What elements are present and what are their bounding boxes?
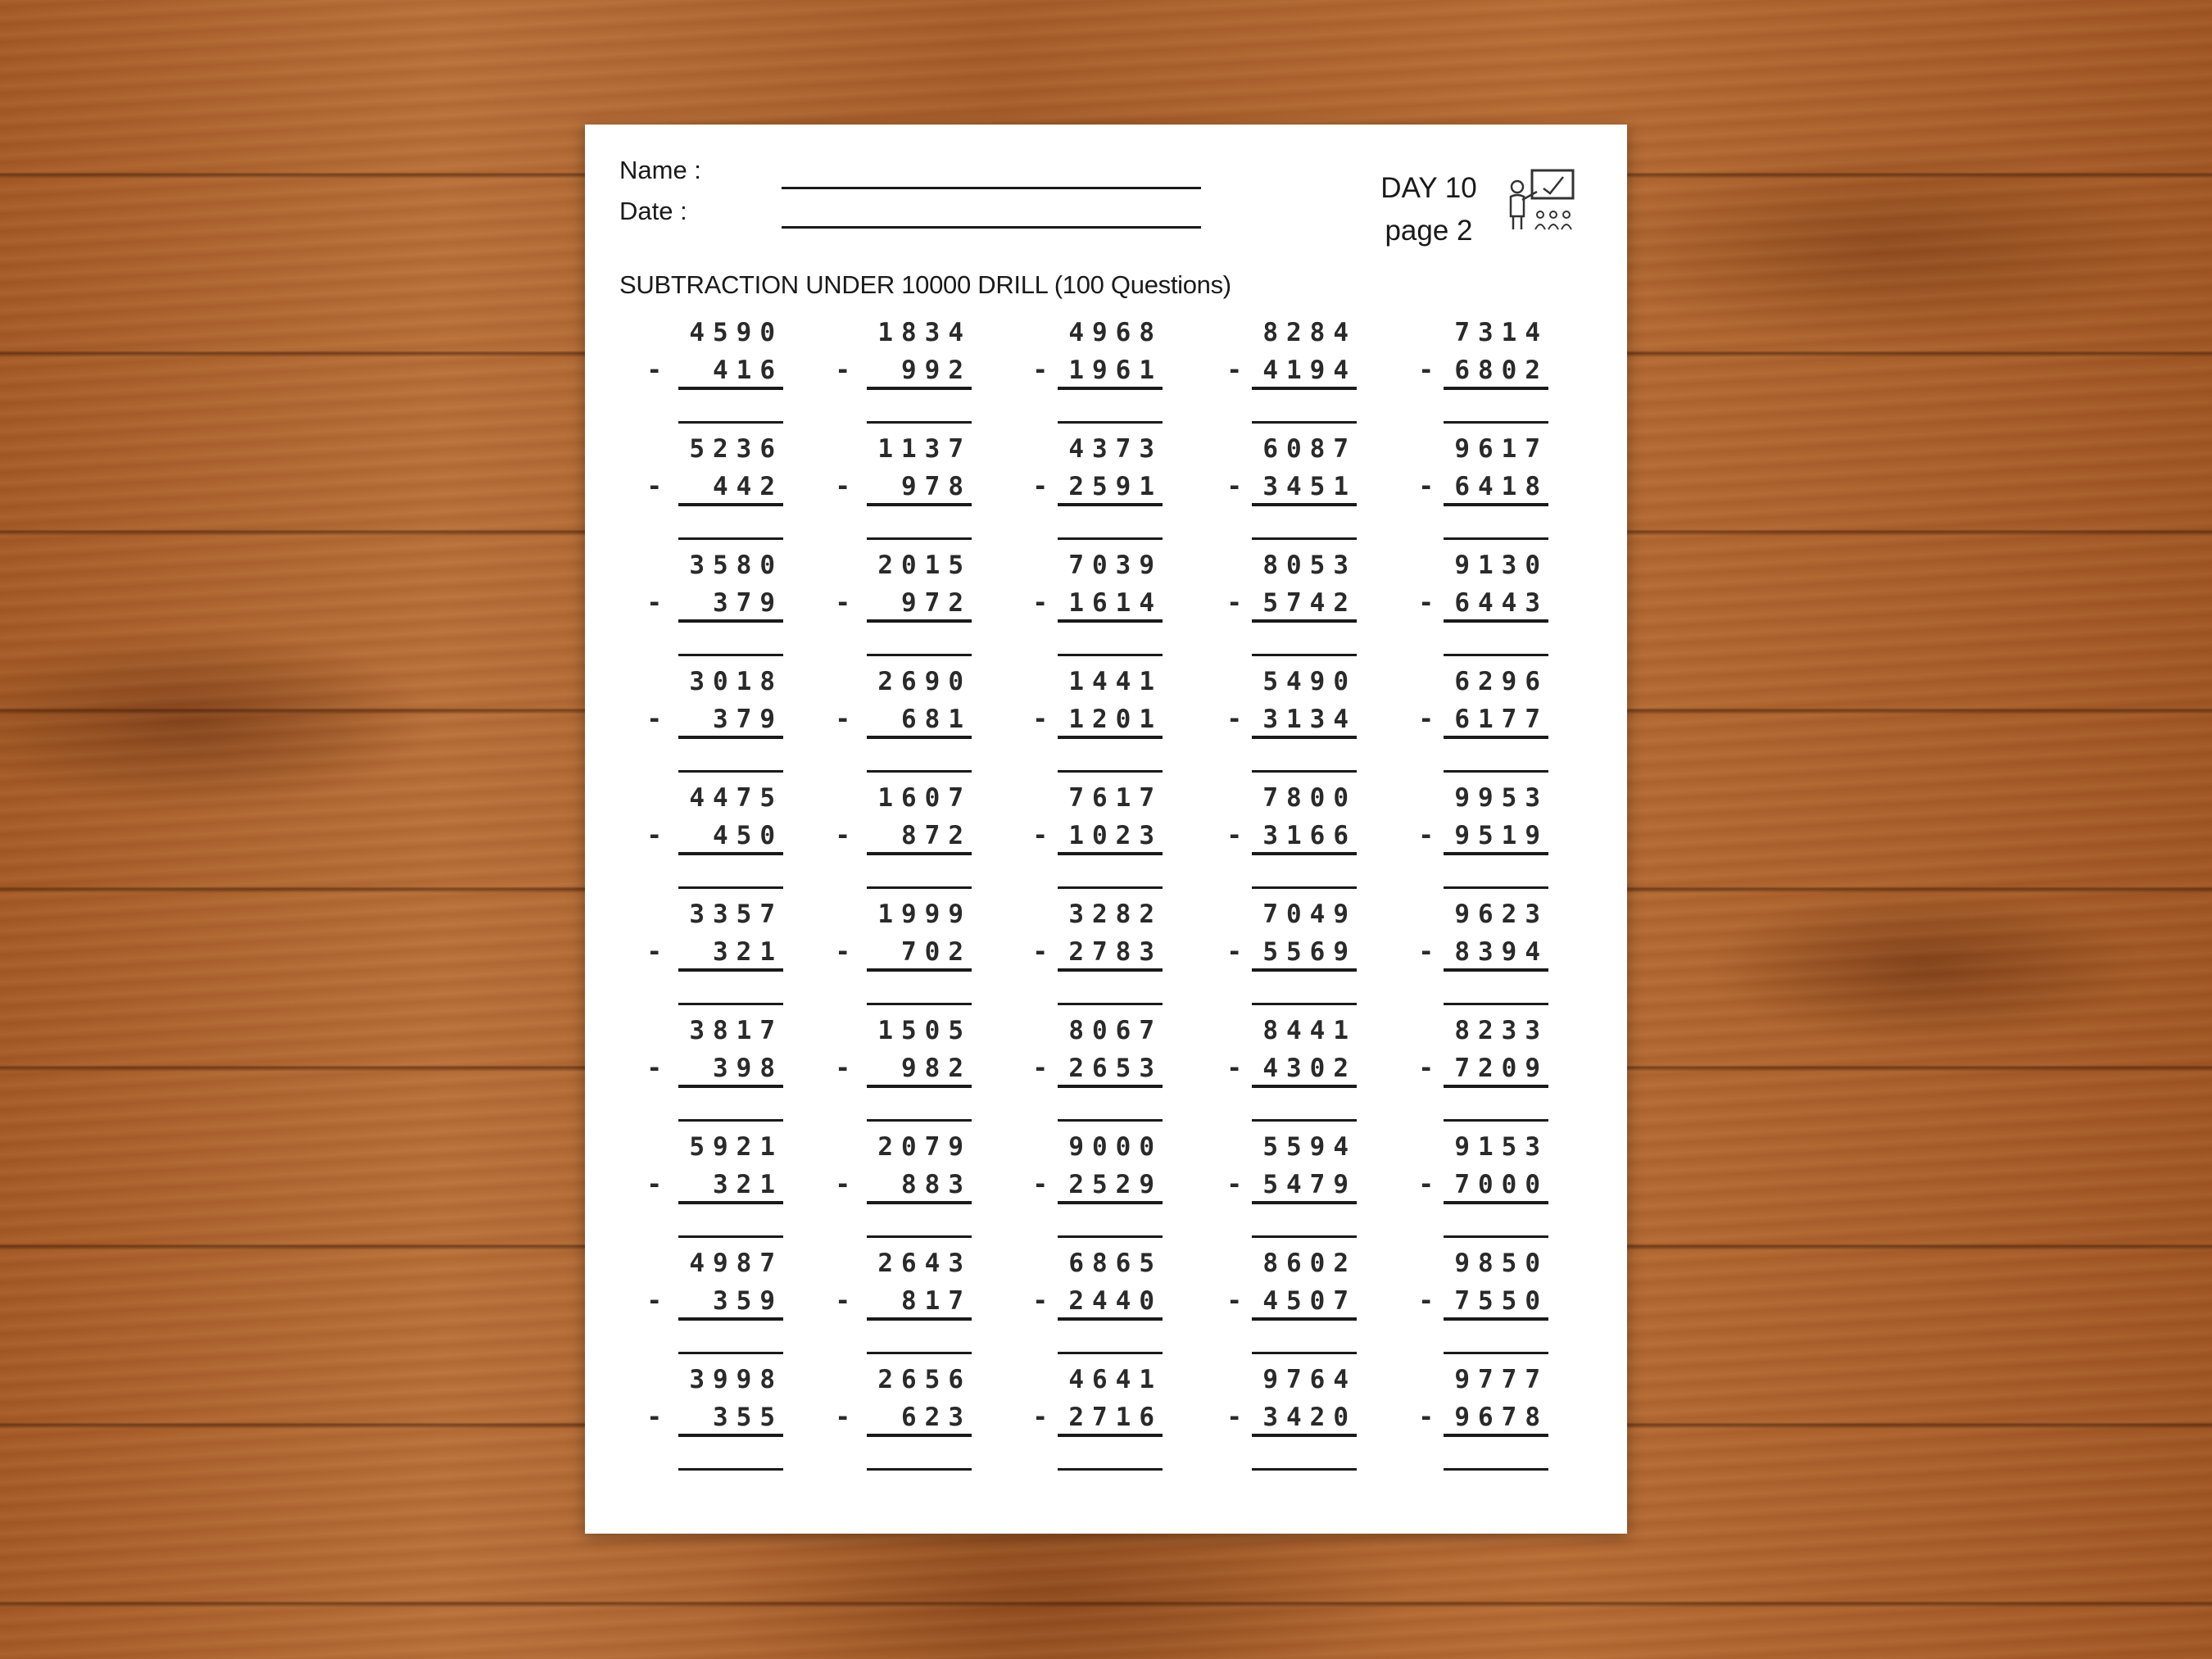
subtraction-problem xyxy=(611,1365,783,1481)
minuend: 9000 xyxy=(1068,1132,1163,1162)
subtrahend: 2529 xyxy=(1058,1170,1163,1204)
subtrahend: 379 xyxy=(678,588,783,623)
minuend: 2643 xyxy=(877,1249,972,1278)
subtrahend: 3166 xyxy=(1252,821,1357,855)
answer-line[interactable] xyxy=(1252,1352,1357,1354)
subtrahend: 7000 xyxy=(1444,1170,1548,1204)
answer-line[interactable] xyxy=(678,1235,783,1238)
minus-sign: - xyxy=(1226,1054,1242,1083)
subtrahend: 2653 xyxy=(1058,1054,1163,1088)
subtrahend: 2591 xyxy=(1058,472,1163,506)
subtraction-problem xyxy=(1185,1016,1357,1132)
subtrahend: 4194 xyxy=(1252,356,1357,390)
subtrahend: 982 xyxy=(867,1054,972,1088)
subtrahend: 1201 xyxy=(1058,705,1163,739)
answer-line[interactable] xyxy=(678,886,783,889)
subtraction-problem xyxy=(1376,1249,1548,1365)
answer-line[interactable] xyxy=(1444,1235,1548,1238)
subtraction-problem xyxy=(800,1249,972,1365)
minus-sign: - xyxy=(1418,705,1434,734)
answer-line[interactable] xyxy=(867,1352,972,1354)
minuend: 5236 xyxy=(689,434,783,464)
subtrahend: 9519 xyxy=(1444,821,1548,855)
subtraction-problem xyxy=(1185,551,1357,667)
subtraction-problem xyxy=(1185,434,1357,551)
minuend: 1999 xyxy=(877,900,972,929)
minus-sign: - xyxy=(1226,356,1242,385)
minus-sign: - xyxy=(646,356,662,385)
minus-sign: - xyxy=(835,937,850,967)
answer-line[interactable] xyxy=(1444,421,1548,424)
minuend: 7617 xyxy=(1068,783,1163,813)
minus-sign: - xyxy=(1032,821,1048,850)
subtraction-problem xyxy=(990,1132,1163,1249)
subtrahend: 972 xyxy=(867,588,972,623)
subtrahend: 1614 xyxy=(1058,588,1163,623)
minus-sign: - xyxy=(646,821,662,850)
minuend: 4641 xyxy=(1068,1365,1163,1394)
subtraction-problem xyxy=(800,667,972,783)
answer-line[interactable] xyxy=(1252,886,1357,889)
minus-sign: - xyxy=(646,1286,662,1316)
minuend: 3817 xyxy=(689,1016,783,1045)
subtraction-problem xyxy=(1376,551,1548,667)
subtrahend: 883 xyxy=(867,1170,972,1204)
minuend: 8233 xyxy=(1454,1016,1548,1045)
minuend: 6087 xyxy=(1262,434,1357,464)
minus-sign: - xyxy=(1226,821,1242,850)
minus-sign: - xyxy=(646,1054,662,1083)
answer-line[interactable] xyxy=(1252,1235,1357,1238)
answer-line[interactable] xyxy=(867,1119,972,1122)
subtraction-problem xyxy=(1376,318,1548,434)
minuend: 9130 xyxy=(1454,551,1548,580)
minuend: 5490 xyxy=(1262,667,1357,696)
subtrahend: 702 xyxy=(867,937,972,972)
answer-line[interactable] xyxy=(1252,770,1357,773)
subtraction-problem xyxy=(611,667,783,783)
minuend: 8053 xyxy=(1262,551,1357,580)
subtraction-problem xyxy=(800,318,972,434)
answer-line[interactable] xyxy=(867,770,972,773)
subtraction-problem xyxy=(611,1249,783,1365)
minus-sign: - xyxy=(1032,937,1048,967)
minus-sign: - xyxy=(646,705,662,734)
subtraction-problem xyxy=(611,434,783,551)
answer-line[interactable] xyxy=(1252,537,1357,540)
subtrahend: 2440 xyxy=(1058,1286,1163,1321)
subtraction-problem xyxy=(611,1132,783,1249)
subtrahend: 359 xyxy=(678,1286,783,1321)
subtrahend: 992 xyxy=(867,356,972,390)
minuend: 1834 xyxy=(877,318,972,347)
minus-sign: - xyxy=(835,472,850,501)
minuend: 3998 xyxy=(689,1365,783,1394)
minus-sign: - xyxy=(646,472,662,501)
subtrahend: 9678 xyxy=(1444,1403,1548,1437)
minus-sign: - xyxy=(1032,356,1048,385)
subtraction-problem xyxy=(990,434,1163,551)
minuend: 2656 xyxy=(877,1365,972,1394)
answer-line[interactable] xyxy=(678,1119,783,1122)
date-label: Date : xyxy=(619,197,687,225)
subtrahend: 8394 xyxy=(1444,937,1548,972)
minus-sign: - xyxy=(835,1403,850,1432)
minus-sign: - xyxy=(646,588,662,618)
subtraction-problem xyxy=(1376,1016,1548,1132)
subtrahend: 2783 xyxy=(1058,937,1163,972)
subtrahend: 5569 xyxy=(1252,937,1357,972)
subtrahend: 872 xyxy=(867,821,972,855)
subtraction-problem xyxy=(611,318,783,434)
answer-line[interactable] xyxy=(1058,1119,1163,1122)
minus-sign: - xyxy=(1226,588,1242,618)
answer-line[interactable] xyxy=(678,770,783,773)
subtraction-problem xyxy=(1376,434,1548,551)
answer-line[interactable] xyxy=(678,1003,783,1005)
minuend: 4968 xyxy=(1068,318,1163,347)
minuend: 3018 xyxy=(689,667,783,696)
subtrahend: 398 xyxy=(678,1054,783,1088)
minus-sign: - xyxy=(1418,1286,1434,1316)
minuend: 9623 xyxy=(1454,900,1548,929)
day-label: DAY 10 xyxy=(1380,172,1477,204)
minus-sign: - xyxy=(1032,1054,1048,1083)
subtrahend: 1023 xyxy=(1058,821,1163,855)
minuend: 9777 xyxy=(1454,1365,1548,1394)
worksheet-page xyxy=(585,125,1627,1534)
minuend: 1441 xyxy=(1068,667,1163,696)
minuend: 8441 xyxy=(1262,1016,1357,1045)
answer-line[interactable] xyxy=(1444,537,1548,540)
answer-line[interactable] xyxy=(1444,1468,1548,1471)
answer-line[interactable] xyxy=(1058,1468,1163,1471)
minuend: 6296 xyxy=(1454,667,1548,696)
day-page-block xyxy=(1371,167,1486,252)
minus-sign: - xyxy=(1032,1286,1048,1316)
answer-line[interactable] xyxy=(1444,654,1548,656)
minuend: 2690 xyxy=(877,667,972,696)
minus-sign: - xyxy=(1226,937,1242,967)
minuend: 1505 xyxy=(877,1016,972,1045)
minuend: 1607 xyxy=(877,783,972,813)
minuend: 8284 xyxy=(1262,318,1357,347)
subtraction-problem xyxy=(990,1249,1163,1365)
subtrahend: 416 xyxy=(678,356,783,390)
subtraction-problem xyxy=(800,434,972,551)
answer-line[interactable] xyxy=(678,654,783,656)
minuend: 7039 xyxy=(1068,551,1163,580)
answer-line[interactable] xyxy=(1058,654,1163,656)
minus-sign: - xyxy=(646,1403,662,1432)
subtrahend: 5742 xyxy=(1252,588,1357,623)
answer-line[interactable] xyxy=(867,1468,972,1471)
answer-line[interactable] xyxy=(867,886,972,889)
minuend: 9764 xyxy=(1262,1365,1357,1394)
answer-line[interactable] xyxy=(867,654,972,656)
answer-line[interactable] xyxy=(678,1352,783,1354)
answer-line[interactable] xyxy=(1444,1119,1548,1122)
subtraction-problem xyxy=(1376,783,1548,900)
teacher-icon xyxy=(1504,167,1578,233)
answer-line[interactable] xyxy=(867,421,972,424)
answer-line[interactable] xyxy=(867,537,972,540)
subtraction-problem xyxy=(990,900,1163,1016)
minuend: 4475 xyxy=(689,783,783,813)
answer-line[interactable] xyxy=(1444,1003,1548,1005)
minus-sign: - xyxy=(1418,1054,1434,1083)
minus-sign: - xyxy=(1418,821,1434,850)
minus-sign: - xyxy=(1418,356,1434,385)
subtraction-problem xyxy=(800,551,972,667)
minuend: 9153 xyxy=(1454,1132,1548,1162)
subtraction-problem xyxy=(990,1016,1163,1132)
minus-sign: - xyxy=(1226,472,1242,501)
subtraction-problem xyxy=(1376,1365,1548,1481)
minuend: 2079 xyxy=(877,1132,972,1162)
subtrahend: 5479 xyxy=(1252,1170,1357,1204)
subtrahend: 7209 xyxy=(1444,1054,1548,1088)
minus-sign: - xyxy=(1226,1403,1242,1432)
subtrahend: 450 xyxy=(678,821,783,855)
minus-sign: - xyxy=(1032,1170,1048,1199)
minus-sign: - xyxy=(835,1054,850,1083)
subtraction-problem xyxy=(1185,1365,1357,1481)
minuend: 4987 xyxy=(689,1249,783,1278)
answer-line[interactable] xyxy=(1058,1352,1163,1354)
subtraction-problem xyxy=(800,1132,972,1249)
subtraction-problem xyxy=(1376,667,1548,783)
minus-sign: - xyxy=(835,1286,850,1316)
minus-sign: - xyxy=(1032,472,1048,501)
subtrahend: 3134 xyxy=(1252,705,1357,739)
subtraction-problem xyxy=(1185,318,1357,434)
subtrahend: 817 xyxy=(867,1286,972,1321)
subtraction-problem xyxy=(611,1016,783,1132)
minuend: 7314 xyxy=(1454,318,1548,347)
subtrahend: 4302 xyxy=(1252,1054,1357,1088)
minuend: 2015 xyxy=(877,551,972,580)
minus-sign: - xyxy=(646,937,662,967)
date-field[interactable] xyxy=(782,226,1201,229)
answer-line[interactable] xyxy=(867,1003,972,1005)
answer-line[interactable] xyxy=(1058,1003,1163,1005)
minuend: 7049 xyxy=(1262,900,1357,929)
minuend: 4590 xyxy=(689,318,783,347)
minuend: 6865 xyxy=(1068,1249,1163,1278)
minus-sign: - xyxy=(835,705,850,734)
subtrahend: 623 xyxy=(867,1403,972,1437)
subtrahend: 442 xyxy=(678,472,783,506)
minuend: 5594 xyxy=(1262,1132,1357,1162)
subtraction-problem xyxy=(990,551,1163,667)
subtraction-problem xyxy=(990,667,1163,783)
minuend: 1137 xyxy=(877,434,972,464)
subtraction-problem xyxy=(800,1016,972,1132)
minuend: 3357 xyxy=(689,900,783,929)
subtrahend: 7550 xyxy=(1444,1286,1548,1321)
minus-sign: - xyxy=(1226,1170,1242,1199)
minuend: 8067 xyxy=(1068,1016,1163,1045)
answer-line[interactable] xyxy=(1444,886,1548,889)
answer-line[interactable] xyxy=(1444,1352,1548,1354)
minus-sign: - xyxy=(1032,1403,1048,1432)
subtrahend: 4507 xyxy=(1252,1286,1357,1321)
minuend: 8602 xyxy=(1262,1249,1357,1278)
answer-line[interactable] xyxy=(1252,654,1357,656)
subtraction-problem xyxy=(800,1365,972,1481)
minus-sign: - xyxy=(835,588,850,618)
subtraction-problem xyxy=(1185,667,1357,783)
answer-line[interactable] xyxy=(1058,421,1163,424)
answer-line[interactable] xyxy=(678,537,783,540)
answer-line[interactable] xyxy=(678,1468,783,1471)
minus-sign: - xyxy=(1032,588,1048,618)
answer-line[interactable] xyxy=(1058,1235,1163,1238)
minuend: 3580 xyxy=(689,551,783,580)
worksheet-title: SUBTRACTION UNDER 10000 DRILL (100 Questions) xyxy=(619,270,1231,299)
minuend: 3282 xyxy=(1068,900,1163,929)
minuend: 9953 xyxy=(1454,783,1548,813)
name-label: Name : xyxy=(619,156,701,184)
minus-sign: - xyxy=(1418,1170,1434,1199)
answer-line[interactable] xyxy=(867,1235,972,1238)
subtrahend: 3451 xyxy=(1252,472,1357,506)
minus-sign: - xyxy=(1418,1403,1434,1432)
answer-line[interactable] xyxy=(1058,537,1163,540)
answer-line[interactable] xyxy=(1252,1003,1357,1005)
minus-sign: - xyxy=(1226,705,1242,734)
subtraction-problem xyxy=(1185,783,1357,900)
subtrahend: 379 xyxy=(678,705,783,739)
subtrahend: 2716 xyxy=(1058,1403,1163,1437)
minus-sign: - xyxy=(835,1170,850,1199)
subtrahend: 355 xyxy=(678,1403,783,1437)
answer-line[interactable] xyxy=(1252,1468,1357,1471)
subtraction-problem xyxy=(990,318,1163,434)
minus-sign: - xyxy=(1032,705,1048,734)
subtraction-problem xyxy=(611,900,783,1016)
subtrahend: 6177 xyxy=(1444,705,1548,739)
minuend: 9617 xyxy=(1454,434,1548,464)
answer-line[interactable] xyxy=(1444,770,1548,773)
minus-sign: - xyxy=(1418,472,1434,501)
subtraction-problem xyxy=(1376,1132,1548,1249)
answer-line[interactable] xyxy=(1058,770,1163,773)
answer-line[interactable] xyxy=(1058,886,1163,889)
minus-sign: - xyxy=(835,356,850,385)
minus-sign: - xyxy=(1418,588,1434,618)
minuend: 5921 xyxy=(689,1132,783,1162)
subtrahend: 6418 xyxy=(1444,472,1548,506)
answer-line[interactable] xyxy=(1252,421,1357,424)
subtraction-problem xyxy=(990,1365,1163,1481)
minus-sign: - xyxy=(1226,1286,1242,1316)
subtraction-problem xyxy=(1185,900,1357,1016)
page-label: page 2 xyxy=(1385,215,1473,247)
subtrahend: 321 xyxy=(678,1170,783,1204)
minuend: 9850 xyxy=(1454,1249,1548,1278)
subtraction-problem xyxy=(800,783,972,900)
subtraction-problem xyxy=(1376,900,1548,1016)
subtraction-problem xyxy=(990,783,1163,900)
minus-sign: - xyxy=(646,1170,662,1199)
subtrahend: 3420 xyxy=(1252,1403,1357,1437)
subtrahend: 1961 xyxy=(1058,356,1163,390)
minus-sign: - xyxy=(835,821,850,850)
subtrahend: 6443 xyxy=(1444,588,1548,623)
answer-line[interactable] xyxy=(1252,1119,1357,1122)
subtrahend: 321 xyxy=(678,937,783,972)
subtraction-problem xyxy=(800,900,972,1016)
subtraction-problem xyxy=(611,783,783,900)
subtraction-problem xyxy=(611,551,783,667)
name-field[interactable] xyxy=(782,187,1201,189)
subtrahend: 681 xyxy=(867,705,972,739)
subtraction-problem xyxy=(1185,1132,1357,1249)
minuend: 4373 xyxy=(1068,434,1163,464)
subtraction-problem xyxy=(1185,1249,1357,1365)
minuend: 7800 xyxy=(1262,783,1357,813)
answer-line[interactable] xyxy=(678,421,783,424)
subtrahend: 6802 xyxy=(1444,356,1548,390)
subtrahend: 978 xyxy=(867,472,972,506)
minus-sign: - xyxy=(1418,937,1434,967)
